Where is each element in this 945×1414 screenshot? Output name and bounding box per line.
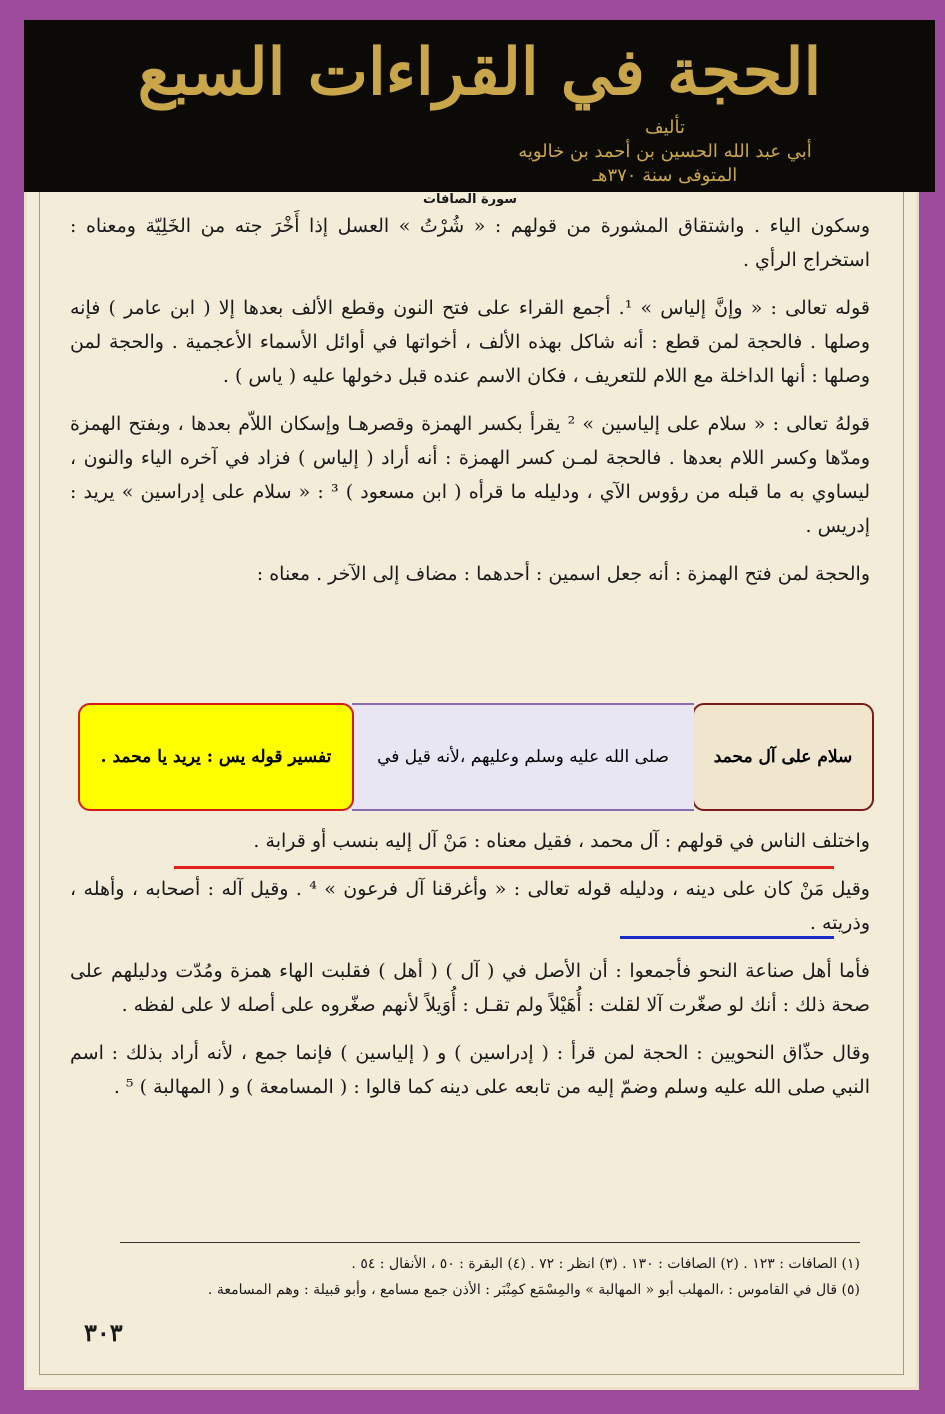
- footnote: (٥) قال في القاموس : ،المهلب أبو « المهالبة » والمِسْمَع كمِنْبَر : الأذن جمع مسامع ، وأبو قبيلة : وهم المسامعة .: [207, 1282, 860, 1298]
- paragraph: قولهُ تعالى : « سلام على إلياسين » ² يقرأ بكسر الهمزة وقصرهـا وإسكان اللاّم بعدها ، وبفتح الهمزة ومدّها وكسر اللام بعدها . فالحجة لمـن كسر الهمزة : أنه أراد ( إلياس ) فزاد في آخره الياء والنون ، ليساوي به ما قبله من رؤوس الآي ، ودليله ما قرأه ( ابن مسعود ) ³ : « سلام على إدراسين » يريد : إدريس .: [70, 413, 871, 537]
- author-name: أبي عبد الله الحسين بن أحمد بن خالويه: [518, 141, 812, 162]
- main-text: [70, 192, 870, 605]
- paragraph: وقيل مَنْ كان على دينه ، ودليله قوله تعالى : « وأغرقنا آل فرعون » ⁴ . وقيل آله : أصحابه ، وأهله ، وذريته .: [70, 878, 870, 934]
- highlight-box-left: تفسير قوله يس : يريد يا محمد .: [78, 703, 354, 811]
- paragraph: واختلف الناس في قولهم : آل محمد ، فقيل معناه : مَنْ آل إليه بنسب أو قرابة .: [253, 830, 870, 852]
- author-label: تأليف: [644, 117, 686, 138]
- page-number: ٣٠٣: [84, 1318, 123, 1347]
- paragraph: والحجة لمن فتح الهمزة : أنه جعل اسمين : أحدهما : مضاف إلى الآخر . معناه :: [256, 563, 870, 585]
- paragraph: فأما أهل صناعة النحو فأجمعوا : أن الأصل في ( آل ) ( أهل ) فقلبت الهاء همزة ومُدّت ودليلهم على صحة ذلك : أنك لو صغّرت آلا لقلت : أُهَيْلاً ولم تقـل : أُوَيلاً لأنهم صغّروه على أصله لا على لفظه .: [70, 960, 870, 1016]
- highlight-boxes: [78, 703, 874, 811]
- highlight-box-right: سلام على آل محمد: [692, 703, 874, 811]
- sura-header: سورة الصافات: [422, 192, 518, 207]
- paragraph: وقال حذّاق النحويين : الحجة لمن قرأ : ( إدراسين ) و ( إلياسين ) فإنما جمع ، لأنه أراد بذلك : اسم النبي صلى الله عليه وسلم وضمّ إليه من تابعه على دينه كما قالوا : ( المسامعة ) و ( المهالبة ) ⁵ .: [70, 1042, 870, 1098]
- book-author-block: [64, 116, 895, 188]
- paragraph: وسكون الياء . واشتقاق المشورة من قولهم : « شُرْتُ » العسل إذا أَخْرَ جته من الخَلِيّة ومعناه : استخراج الرأي .: [70, 215, 870, 271]
- blue-underline: [620, 936, 834, 939]
- footnote: (١) الصافات : ١٢٣ . (٢) الصافات : ١٣٠ . (٣) انظر : ٧٢ . (٤) البقرة : ٥٠ ، الأنفال : ٥٤ .: [351, 1256, 860, 1272]
- red-underline: [174, 866, 834, 869]
- highlight-box-middle: صلى الله عليه وسلم وعليهم ،لأنه قيل في: [352, 703, 694, 811]
- book-title: الحجة في القراءات السبع: [137, 35, 822, 110]
- footnotes: [120, 1242, 860, 1303]
- paragraph: قوله تعالى : « وإنَّ إلياس » ¹. أجمع القراء على فتح النون وقطع الألف بعدها إلا ( ابن عامر ) فإنه وصلها . فالحجة لمن قطع : أنه شاكل بهذه الألف ، أخواتها في أوائل الأسماء الأعجمية . والحجة لمن وصلها : أنها الداخلة مع اللام للتعريف ، فكان الاسم عنده قبل دخولها عليه ( ياس ) .: [70, 297, 870, 387]
- author-death: المتوفى سنة ٣٧٠هـ: [592, 165, 738, 186]
- book-banner: [24, 20, 935, 192]
